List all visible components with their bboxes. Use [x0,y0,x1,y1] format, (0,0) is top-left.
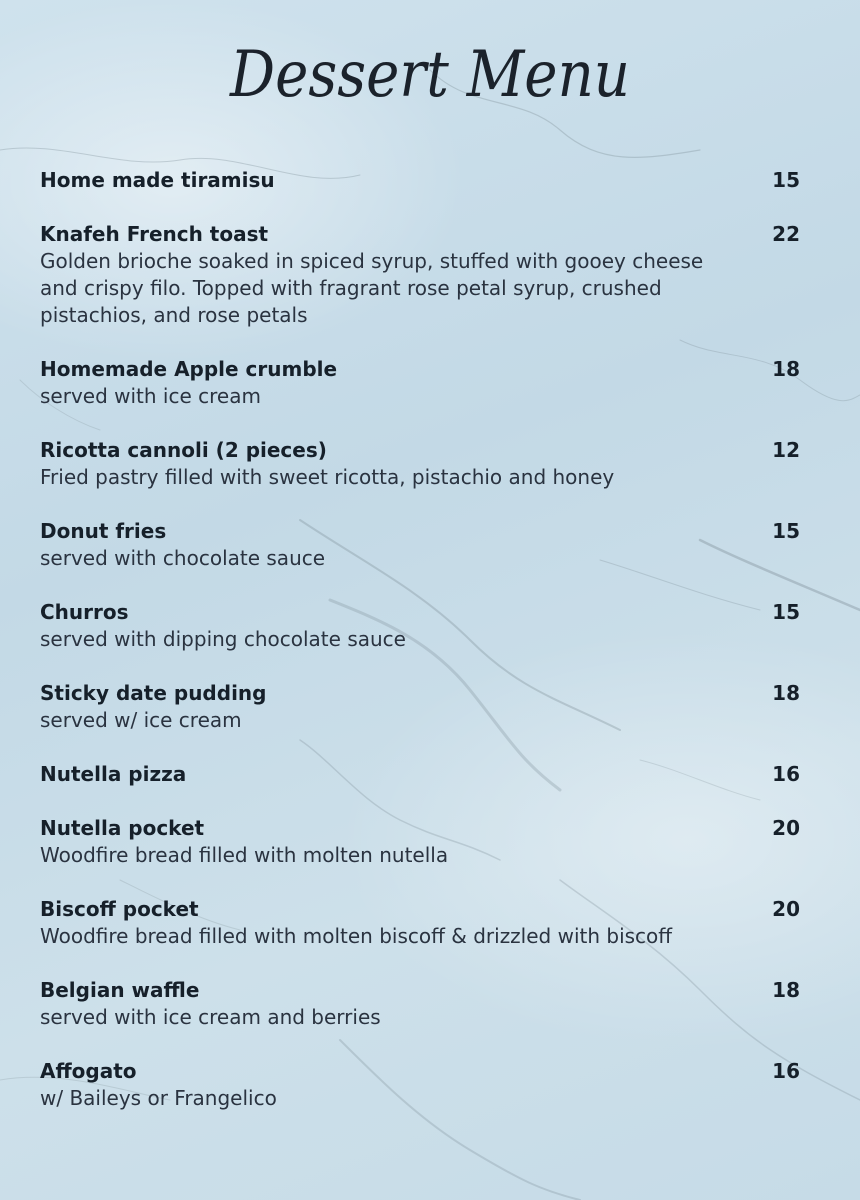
menu-item-description: Golden brioche soaked in spiced syrup, stuffed with gooey cheese and crispy filo. Topped with fragrant rose petal syrup, crushed pistachios, and rose petals [40,249,704,327]
menu-item-price: 16 [772,762,800,786]
menu-item-name: Affogato [40,1059,137,1083]
menu-item-name: Knafeh French toast [40,222,269,246]
menu-item [40,760,800,788]
menu-item-price: 15 [772,519,800,543]
menu-item [40,355,800,410]
menu-item-price: 18 [772,681,800,705]
menu-item [40,166,800,194]
title-text: Dessert Menu [229,38,630,112]
menu-item-description: served w/ ice cream [40,708,242,732]
title [0,18,860,138]
menu-item-price: 18 [772,978,800,1002]
menu-item-description: served with ice cream and berries [40,1005,381,1029]
menu-item-price: 22 [772,222,800,246]
menu-item-name: Biscoff pocket [40,897,199,921]
menu-item-name: Belgian waffle [40,978,200,1002]
menu-item-description: served with dipping chocolate sauce [40,627,406,651]
menu-item-name: Nutella pocket [40,816,205,840]
menu-item-name: Sticky date pudding [40,681,267,705]
menu-item [40,679,800,734]
menu-item-description: Woodfire bread filled with molten biscoff & drizzled with biscoff [40,924,673,948]
menu-item-name: Home made tiramisu [40,168,275,192]
menu-item [40,814,800,869]
menu-item-price: 20 [772,897,800,921]
menu-item [40,895,800,950]
menu-item-name: Homemade Apple crumble [40,357,338,381]
menu-item [40,1057,800,1112]
menu-item [40,517,800,572]
menu-item-price: 15 [772,168,800,192]
menu-item-description: w/ Baileys or Frangelico [40,1086,277,1110]
menu-item-description: Fried pastry filled with sweet ricotta, pistachio and honey [40,465,615,489]
menu-item-description: served with chocolate sauce [40,546,326,570]
menu-item [40,220,800,329]
menu-item [40,598,800,653]
menu-item-name: Ricotta cannoli (2 pieces) [40,438,327,462]
menu-item-price: 18 [772,357,800,381]
menu-item-price: 12 [772,438,800,462]
menu-item-name: Churros [40,600,129,624]
menu-item-price: 16 [772,1059,800,1083]
menu-item-description: Woodfire bread filled with molten nutella [40,843,449,867]
menu-item [40,436,800,491]
menu-item-price: 15 [772,600,800,624]
menu-item-price: 20 [772,816,800,840]
menu-item-name: Nutella pizza [40,762,187,786]
menu-list [40,166,800,1138]
menu-item-description: served with ice cream [40,384,261,408]
menu-item-name: Donut fries [40,519,167,543]
menu-item [40,976,800,1031]
